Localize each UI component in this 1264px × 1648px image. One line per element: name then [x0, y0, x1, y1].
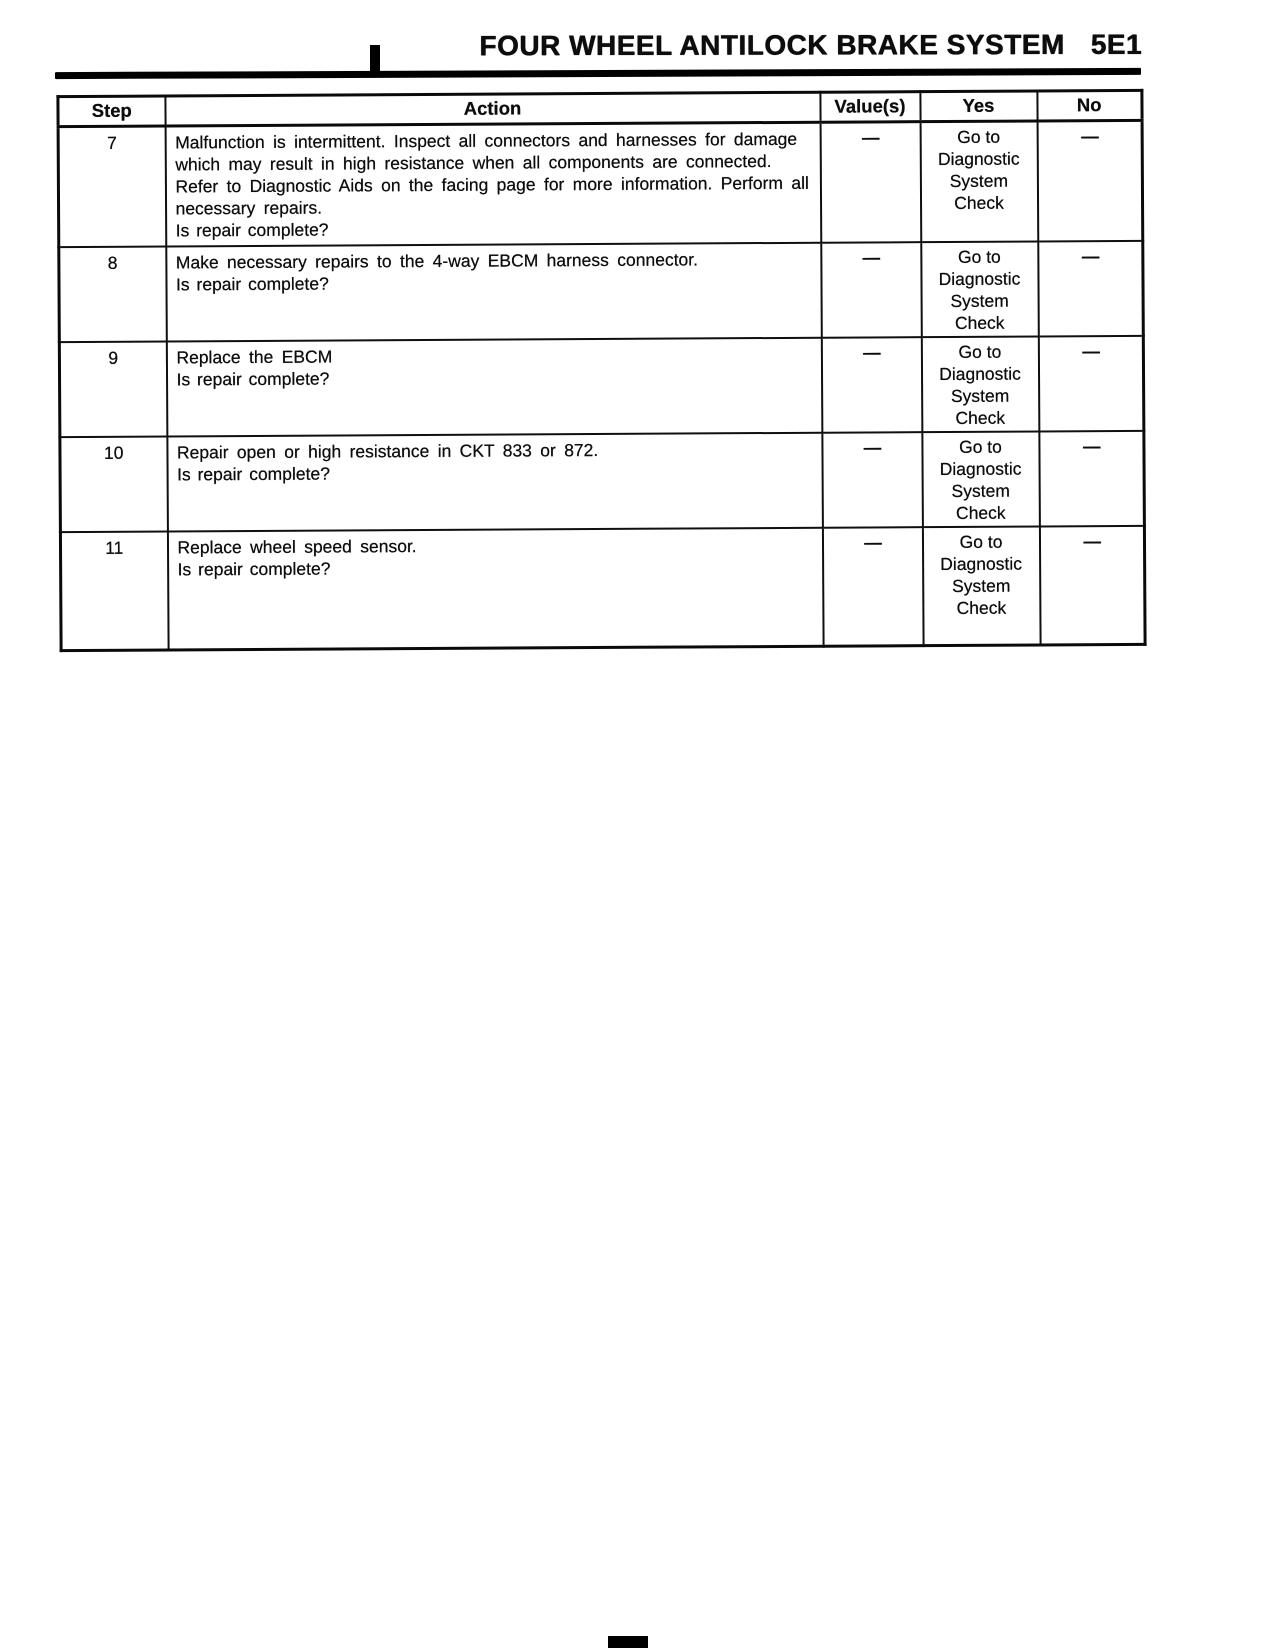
step-number: 8: [59, 246, 167, 342]
action-cell: [167, 528, 823, 650]
step-number: 10: [60, 436, 168, 532]
yes-cell: Go to Diagnostic System Check: [920, 121, 1038, 242]
table-row-step-9: [59, 336, 1144, 437]
page-code: 5E1: [1090, 28, 1143, 60]
table-row-step-10: [60, 431, 1145, 532]
column-header-no: No: [1037, 90, 1142, 121]
action-question: Is repair complete?: [177, 463, 330, 485]
values-cell: —: [822, 432, 923, 528]
table-row-step-7: [58, 120, 1143, 247]
action-text: Malfunction is intermittent. Inspect all connectors and harnesses for damage which may result in high resistance when all components are connected. Refer to Diagnostic Aids on the facing page for more information. Perform all necessary repairs.: [175, 128, 809, 219]
step-number: 7: [58, 126, 166, 247]
values-cell: —: [821, 242, 922, 338]
yes-cell: Go to Diagnostic System Check: [922, 526, 1040, 645]
column-header-action: Action: [165, 92, 820, 126]
action-cell: [165, 122, 821, 246]
action-question: Is repair complete?: [177, 558, 331, 580]
page-title-text: FOUR WHEEL ANTILOCK BRAKE SYSTEM: [479, 28, 1065, 62]
yes-cell: Go to Diagnostic System Check: [921, 336, 1039, 432]
no-cell: —: [1038, 241, 1144, 337]
yes-cell: Go to Diagnostic System Check: [921, 241, 1039, 337]
action-text: Repair open or high resistance in CKT 833 or 872.: [176, 440, 599, 463]
column-header-step: Step: [58, 96, 165, 127]
action-cell: [166, 243, 822, 342]
action-text: Replace wheel speed sensor.: [177, 536, 417, 558]
no-cell: —: [1039, 526, 1145, 645]
column-header-yes: Yes: [920, 91, 1037, 122]
yes-cell: Go to Diagnostic System Check: [922, 431, 1040, 527]
diagnostic-steps-table: [56, 89, 1143, 652]
title-divider-rule: [55, 68, 1141, 79]
action-text: Make necessary repairs to the 4-way EBCM harness connector.: [175, 249, 699, 273]
action-cell: [167, 433, 823, 532]
no-cell: —: [1037, 120, 1143, 241]
action-question: Is repair complete?: [176, 368, 330, 390]
step-number: 11: [60, 531, 168, 650]
action-cell: [166, 338, 822, 437]
no-cell: —: [1038, 336, 1144, 432]
column-header-values: Value(s): [820, 92, 920, 123]
table-row-step-11: [60, 526, 1145, 650]
values-cell: —: [822, 527, 923, 646]
scan-artifact-bottom: [608, 1636, 648, 1648]
table-row-step-8: [59, 241, 1144, 342]
values-cell: —: [821, 337, 922, 433]
action-question: Is repair complete?: [175, 219, 329, 241]
step-number: 9: [59, 341, 167, 437]
no-cell: —: [1039, 431, 1145, 527]
page-title: [0, 29, 1142, 63]
values-cell: —: [820, 122, 921, 243]
action-text: Replace the EBCM: [176, 346, 333, 368]
action-question: Is repair complete?: [175, 273, 329, 295]
